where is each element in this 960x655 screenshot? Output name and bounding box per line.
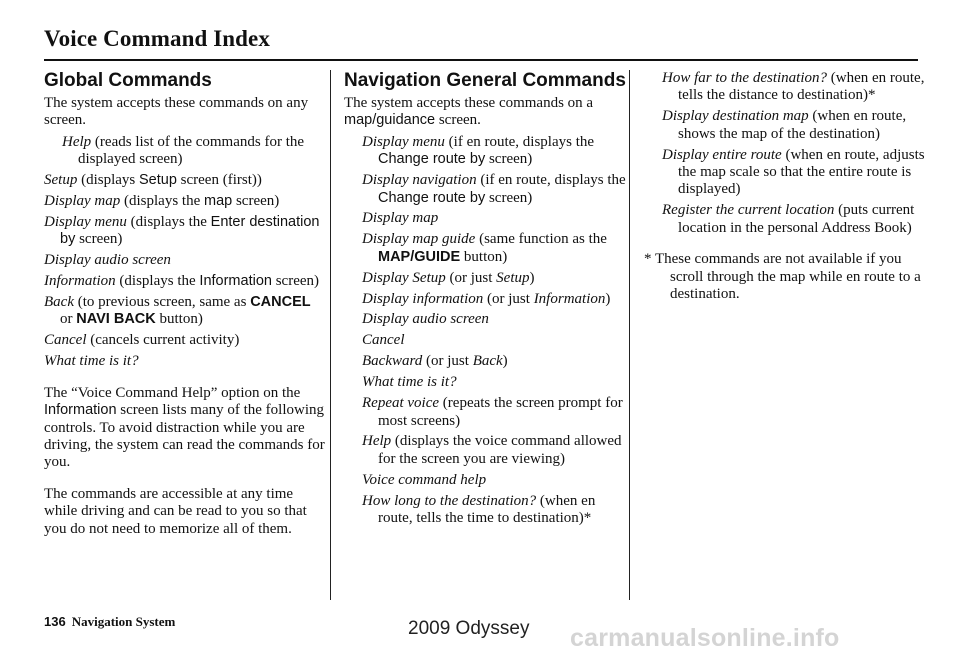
cmd-desc: button) (460, 248, 508, 265)
cmd-name: Display menu (44, 213, 127, 230)
cmd-name: How far to the destination? (662, 70, 827, 86)
title-rule (44, 59, 918, 61)
page-title: Voice Command Index (44, 26, 270, 51)
cmd-desc: (repeats the screen prompt for most screens) (378, 395, 623, 429)
cmd-desc: (if en route, displays the (444, 133, 595, 150)
button-label-information: Information (199, 273, 272, 290)
cmd-desc: (displays the (115, 273, 200, 290)
column-divider-left (330, 70, 331, 600)
cmd-name: Display entire route (662, 146, 782, 163)
navigation-commands-continued-column (644, 70, 926, 303)
cmd-alt-name: Setup (496, 269, 530, 286)
cmd-backward (344, 353, 626, 370)
intro-text: The system accepts these commands on a (344, 95, 594, 111)
navigation-commands-column (344, 70, 626, 531)
cmd-name: Display audio screen (362, 311, 489, 328)
cmd-back (28, 294, 326, 329)
cmd-name: What time is it? (44, 353, 139, 370)
accessible-paragraph: The commands are accessible at any time while driving and can be read to you so that you do not need to memorize all of them. (44, 485, 307, 537)
cmd-desc: or (60, 311, 77, 328)
cmd-cancel (344, 332, 626, 349)
cmd-help (44, 134, 326, 169)
cmd-display-audio-screen (28, 252, 326, 269)
global-commands-column (44, 70, 326, 538)
cmd-desc: screen) (75, 231, 123, 248)
paragraph-text: The “Voice Command Help” option on the (44, 384, 301, 401)
cmd-name: Display map (362, 210, 439, 227)
cmd-name: What time is it? (362, 374, 457, 391)
global-commands-heading: Global Commands (44, 70, 212, 91)
cmd-display-map-guide (344, 231, 626, 266)
cmd-name: Display navigation (362, 172, 477, 189)
cmd-desc: screen) (485, 151, 533, 168)
cmd-display-audio-screen (344, 311, 626, 328)
nav-intro (344, 95, 626, 130)
page-footer (44, 614, 175, 630)
cmd-help (344, 433, 626, 468)
global-intro: The system accepts these commands on any screen. (44, 95, 309, 129)
cmd-name: Setup (44, 172, 78, 189)
cmd-display-setup (344, 270, 626, 287)
cmd-desc: screen) (485, 189, 533, 206)
cmd-information (28, 273, 326, 290)
cmd-desc: (reads list of the commands for the displayed screen) (78, 133, 305, 168)
cmd-desc: (when en route, tells the time to destination)* (378, 492, 596, 527)
button-label-map: map (204, 193, 233, 210)
cmd-name: Backward (362, 353, 423, 370)
cmd-display-destination-map (644, 108, 926, 143)
navigation-commands-heading: Navigation General Commands (344, 70, 626, 91)
cmd-cancel (28, 332, 326, 349)
cmd-desc: (to previous screen, same as (73, 294, 251, 311)
cmd-name: Repeat voice (362, 395, 440, 412)
button-label-change-route-by: Change route by (378, 189, 486, 206)
cmd-display-menu (28, 214, 326, 249)
cmd-desc: button) (155, 311, 203, 328)
cmd-desc: (if en route, displays the (476, 172, 626, 189)
cmd-desc: (when en route, shows the map of the destination) (678, 108, 907, 142)
footnote: * These commands are not available if you scroll through the map while en route to a destination. (644, 251, 921, 302)
button-label-setup: Setup (139, 172, 177, 189)
button-label-change-route-by: Change route by (378, 151, 486, 168)
cmd-desc: (displays the voice command allowed for the screen you are viewing) (378, 433, 622, 467)
cmd-name: Display Setup (362, 269, 446, 286)
paragraph-text: screen lists many of the following controls. To avoid distraction while you are driving, the system can read the commands for you. (44, 402, 325, 471)
watermark: carmanualsonline.info (570, 624, 840, 652)
cmd-desc: (when en route, tells the distance to destination)* (678, 70, 925, 104)
cmd-desc: (or just (422, 353, 473, 370)
cmd-desc: ) (529, 269, 535, 286)
cmd-name: Voice command help (362, 471, 487, 488)
cmd-alt-name: Information (533, 290, 606, 307)
cmd-alt-name: Back (472, 353, 503, 370)
cmd-name: Cancel (362, 332, 405, 349)
section-name: Navigation System (71, 614, 176, 629)
cmd-voice-command-help (344, 472, 626, 489)
cmd-name: Display map guide (362, 231, 476, 248)
cmd-desc: (cancels current activity) (86, 332, 240, 349)
cmd-desc: (or just (445, 269, 497, 286)
cmd-desc: ) (605, 290, 611, 307)
cmd-name: Display destination map (662, 108, 809, 125)
cmd-name: Display map (44, 193, 121, 210)
cmd-how-long (344, 493, 626, 528)
cmd-name: Display audio screen (44, 252, 171, 269)
cmd-name: Back (44, 294, 74, 311)
page-number: 136 (44, 614, 66, 629)
cmd-display-entire-route (644, 147, 926, 199)
cmd-name: Cancel (44, 332, 87, 349)
cmd-name: Information (44, 273, 116, 290)
cmd-name: Help (362, 433, 392, 450)
cmd-name: Help (62, 133, 92, 150)
cmd-what-time (28, 353, 326, 370)
cmd-display-map (344, 210, 626, 227)
cmd-desc: (or just (483, 290, 534, 307)
button-label-navi-back: NAVI BACK (76, 311, 156, 328)
cmd-name: Display information (362, 290, 484, 307)
cmd-desc: (displays the (120, 193, 204, 210)
cmd-desc: (same function as the (475, 231, 607, 248)
cmd-what-time (344, 374, 626, 391)
voice-help-paragraph (44, 385, 326, 472)
cmd-name: Register the current location (662, 202, 835, 219)
cmd-desc: ) (502, 353, 508, 370)
button-label-enter-destination-by: Enter destination by (60, 213, 320, 248)
cmd-name: Display menu (362, 133, 445, 150)
cmd-setup (28, 172, 326, 189)
cmd-desc: (when en route, adjusts the map scale so that the entire route is displayed) (678, 146, 925, 198)
cmd-desc: screen) (232, 193, 280, 210)
button-label-information: Information (44, 402, 117, 419)
button-label-map-guidance: map/guidance (344, 112, 436, 129)
cmd-display-map (28, 193, 326, 210)
button-label-map-guide: MAP/GUIDE (378, 248, 461, 265)
cmd-repeat-voice (344, 395, 626, 430)
cmd-desc: screen) (271, 273, 320, 290)
cmd-register-location (644, 202, 926, 237)
cmd-desc: (displays (77, 172, 139, 189)
button-label-cancel: CANCEL (250, 294, 311, 311)
cmd-how-far (644, 70, 926, 105)
cmd-display-navigation (344, 172, 626, 207)
cmd-display-information (344, 291, 626, 308)
cmd-desc: screen (first)) (176, 172, 262, 189)
cmd-display-menu (344, 134, 626, 169)
cmd-desc: (puts current location in the personal Address Book) (678, 202, 915, 236)
model-label: 2009 Odyssey (408, 618, 530, 639)
cmd-name: How long to the destination? (362, 492, 537, 509)
cmd-desc: (displays the (126, 213, 211, 230)
intro-text: screen. (435, 112, 481, 129)
column-divider-right (629, 70, 630, 600)
